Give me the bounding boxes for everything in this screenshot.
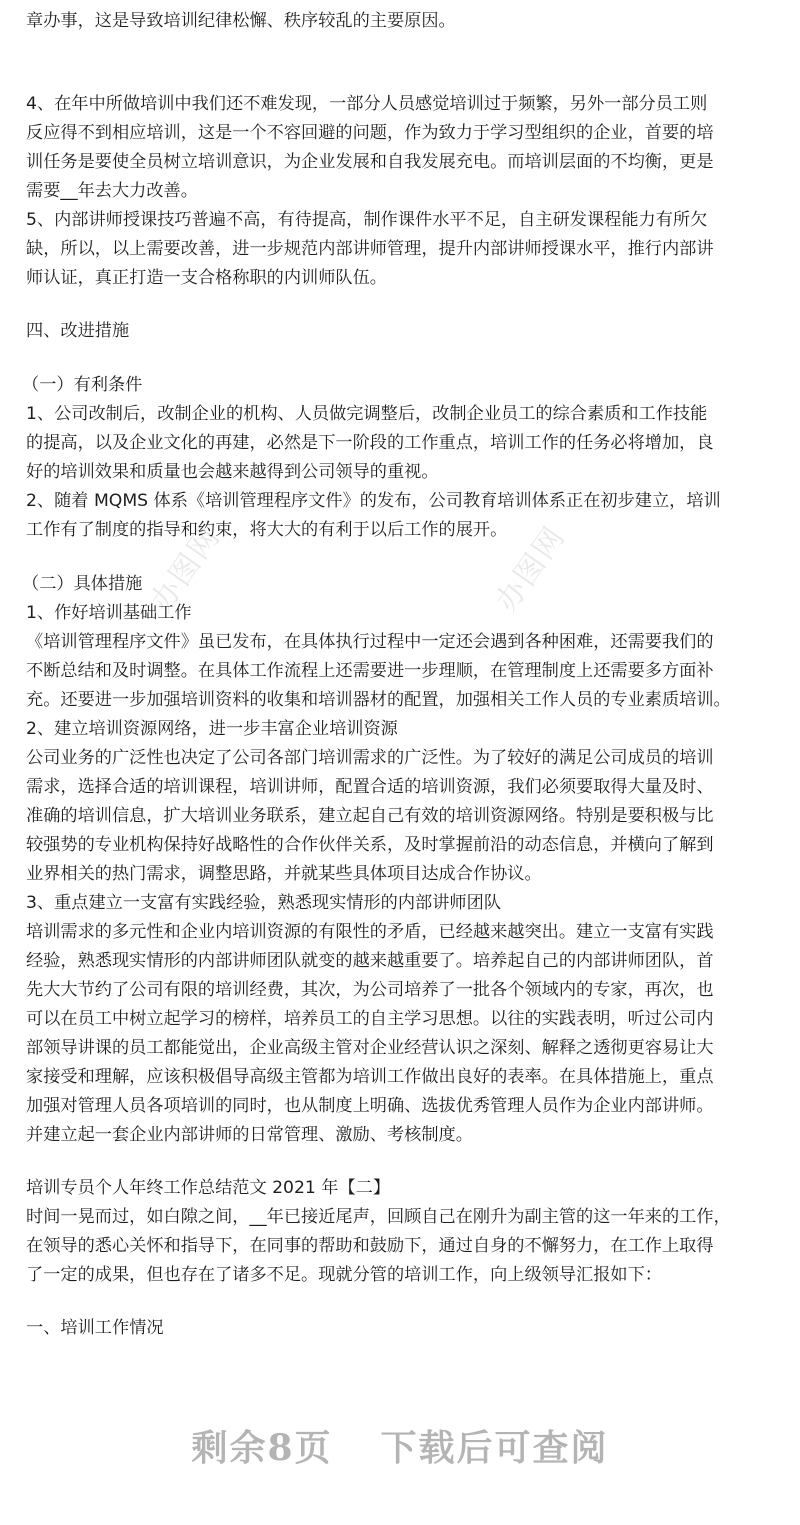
text-line: 并建立起一套企业内部讲师的日常管理、激励、考核制度。 bbox=[26, 1125, 473, 1145]
text-line: 2、随着 MQMS 体系《培训管理程序文件》的发布，公司教育培训体系正在初步建立，培训 bbox=[26, 491, 721, 511]
text-line: 好的培训效果和质量也会越来越得到公司领导的重视。 bbox=[26, 462, 439, 482]
remaining-pages-label[interactable]: 剩余8页 bbox=[191, 1426, 333, 1469]
text-line: 5、内部讲师授课技巧普遍不高，有待提高，制作课件水平不足，自主研发课程能力有所欠 bbox=[26, 210, 708, 230]
text-line: 经验，熟悉现实情形的内部讲师团队就变的越来越重要了。培养起自己的内部讲师团队，首 bbox=[26, 951, 714, 971]
text-line: 先大大节约了公司有限的培训经费，其次，为公司培养了一批各个领域内的专家，再次，也 bbox=[26, 980, 714, 1000]
text-line: 部领导讲课的员工都能觉出，企业高级主管对企业经营认识之深刻、解释之透彻更容易让大 bbox=[26, 1038, 714, 1058]
watermark-right: 办图网 bbox=[489, 519, 573, 619]
text-line: 工作有了制度的指导和约束，将大大的有利于以后工作的展开。 bbox=[26, 520, 508, 540]
text-line: 的提高，以及企业文化的再建，必然是下一阶段的工作重点，培训工作的任务必将增加，良 bbox=[26, 433, 714, 453]
text-line: 训任务是要使全员树立培训意识，为企业发展和自我发展充电。而培训层面的不均衡，更是 bbox=[26, 152, 714, 172]
text-line: 在领导的悉心关怀和指导下，在同事的帮助和鼓励下，通过自身的不懈努力，在工作上取得 bbox=[26, 1236, 714, 1256]
text-line: 4、在年中所做培训中我们还不难发现，一部分人员感觉培训过于频繁，另外一部分员工则 bbox=[26, 94, 708, 114]
text-line: 2、建立培训资源网络，进一步丰富企业培训资源 bbox=[26, 719, 398, 739]
text-line: 时间一晃而过，如白隙之间，__年已接近尾声，回顾自己在刚升为副主管的这一年来的工作， bbox=[26, 1207, 731, 1227]
text-line: 反应得不到相应培训，这是一个不容回避的问题，作为致力于学习型组织的企业，首要的培 bbox=[26, 123, 714, 143]
text-line: 培训需求的多元性和企业内培训资源的有限性的矛盾，已经越来越突出。建立一支富有实践 bbox=[26, 922, 714, 942]
text-line: 1、作好培训基础工作 bbox=[26, 603, 192, 623]
text-line: 不断总结和及时调整。在具体工作流程上还需要进一步理顺，在管理制度上还需要多方面补 bbox=[26, 661, 714, 681]
text-line: 了一定的成果，但也存在了诸多不足。现就分管的培训工作，向上级领导汇报如下： bbox=[26, 1265, 662, 1285]
subsection-heading: （二）具体措施 bbox=[22, 574, 143, 594]
watermark-left: 办图网 bbox=[144, 519, 228, 619]
subsection-heading: （一）有利条件 bbox=[22, 375, 143, 395]
section-heading: 四、改进措施 bbox=[26, 321, 130, 341]
text-line: 章办事，这是导致培训纪律松懈、秩序较乱的主要原因。 bbox=[26, 11, 456, 31]
text-line: 师认证，真正打造一支合格称职的内训师队伍。 bbox=[26, 268, 387, 288]
text-line: 准确的培训信息，扩大培训业务联系，建立起自己有效的培训资源网络。特别是要积极与比 bbox=[26, 806, 714, 826]
download-to-read-label[interactable]: 下载后可查阅 bbox=[380, 1426, 609, 1469]
text-line: 需要__年去大力改善。 bbox=[26, 181, 198, 201]
section-heading: 一、培训工作情况 bbox=[26, 1318, 164, 1338]
text-line: 较强势的专业机构保持好战略性的合作伙伴关系，及时掌握前沿的动态信息，并横向了解到 bbox=[26, 835, 714, 855]
text-line: 缺，所以，以上需要改善，进一步规范内部讲师管理，提升内部讲师授课水平，推行内部讲 bbox=[26, 239, 714, 259]
text-line: 家接受和理解，应该积极倡导高级主管都为培训工作做出良好的表率。在具体措施上，重点 bbox=[26, 1067, 714, 1087]
text-line: 《培训管理程序文件》虽已发布，在具体执行过程中一定还会遇到各种困难，还需要我们的 bbox=[26, 632, 714, 652]
text-line: 业界相关的热门需求，调整思路，并就某些具体项目达成合作协议。 bbox=[26, 864, 542, 884]
text-line: 1、公司改制后，改制企业的机构、人员做完调整后，改制企业员工的综合素质和工作技能 bbox=[26, 404, 708, 424]
text-line: 公司业务的广泛性也决定了公司各部门培训需求的广泛性。为了较好的满足公司成员的培训 bbox=[26, 748, 714, 768]
text-line: 充。还要进一步加强培训资料的收集和培训器材的配置，加强相关工作人员的专业素质培训。 bbox=[26, 690, 731, 710]
text-line: 3、重点建立一支富有实践经验，熟悉现实情形的内部讲师团队 bbox=[26, 893, 502, 913]
article-title: 培训专员个人年终工作总结范文 2021 年【二】 bbox=[26, 1178, 391, 1198]
text-line: 需求，选择合适的培训课程，培训讲师，配置合适的培训资源，我们必须要取得大量及时、 bbox=[26, 777, 714, 797]
text-line: 加强对管理人员各项培训的同时，也从制度上明确、选拔优秀管理人员作为企业内部讲师。 bbox=[26, 1096, 714, 1116]
text-line: 可以在员工中树立起学习的榜样，培养员工的自主学习思想。以往的实践表明，听过公司内 bbox=[26, 1009, 714, 1029]
download-to-read-more-banner[interactable] bbox=[0, 1410, 800, 1480]
